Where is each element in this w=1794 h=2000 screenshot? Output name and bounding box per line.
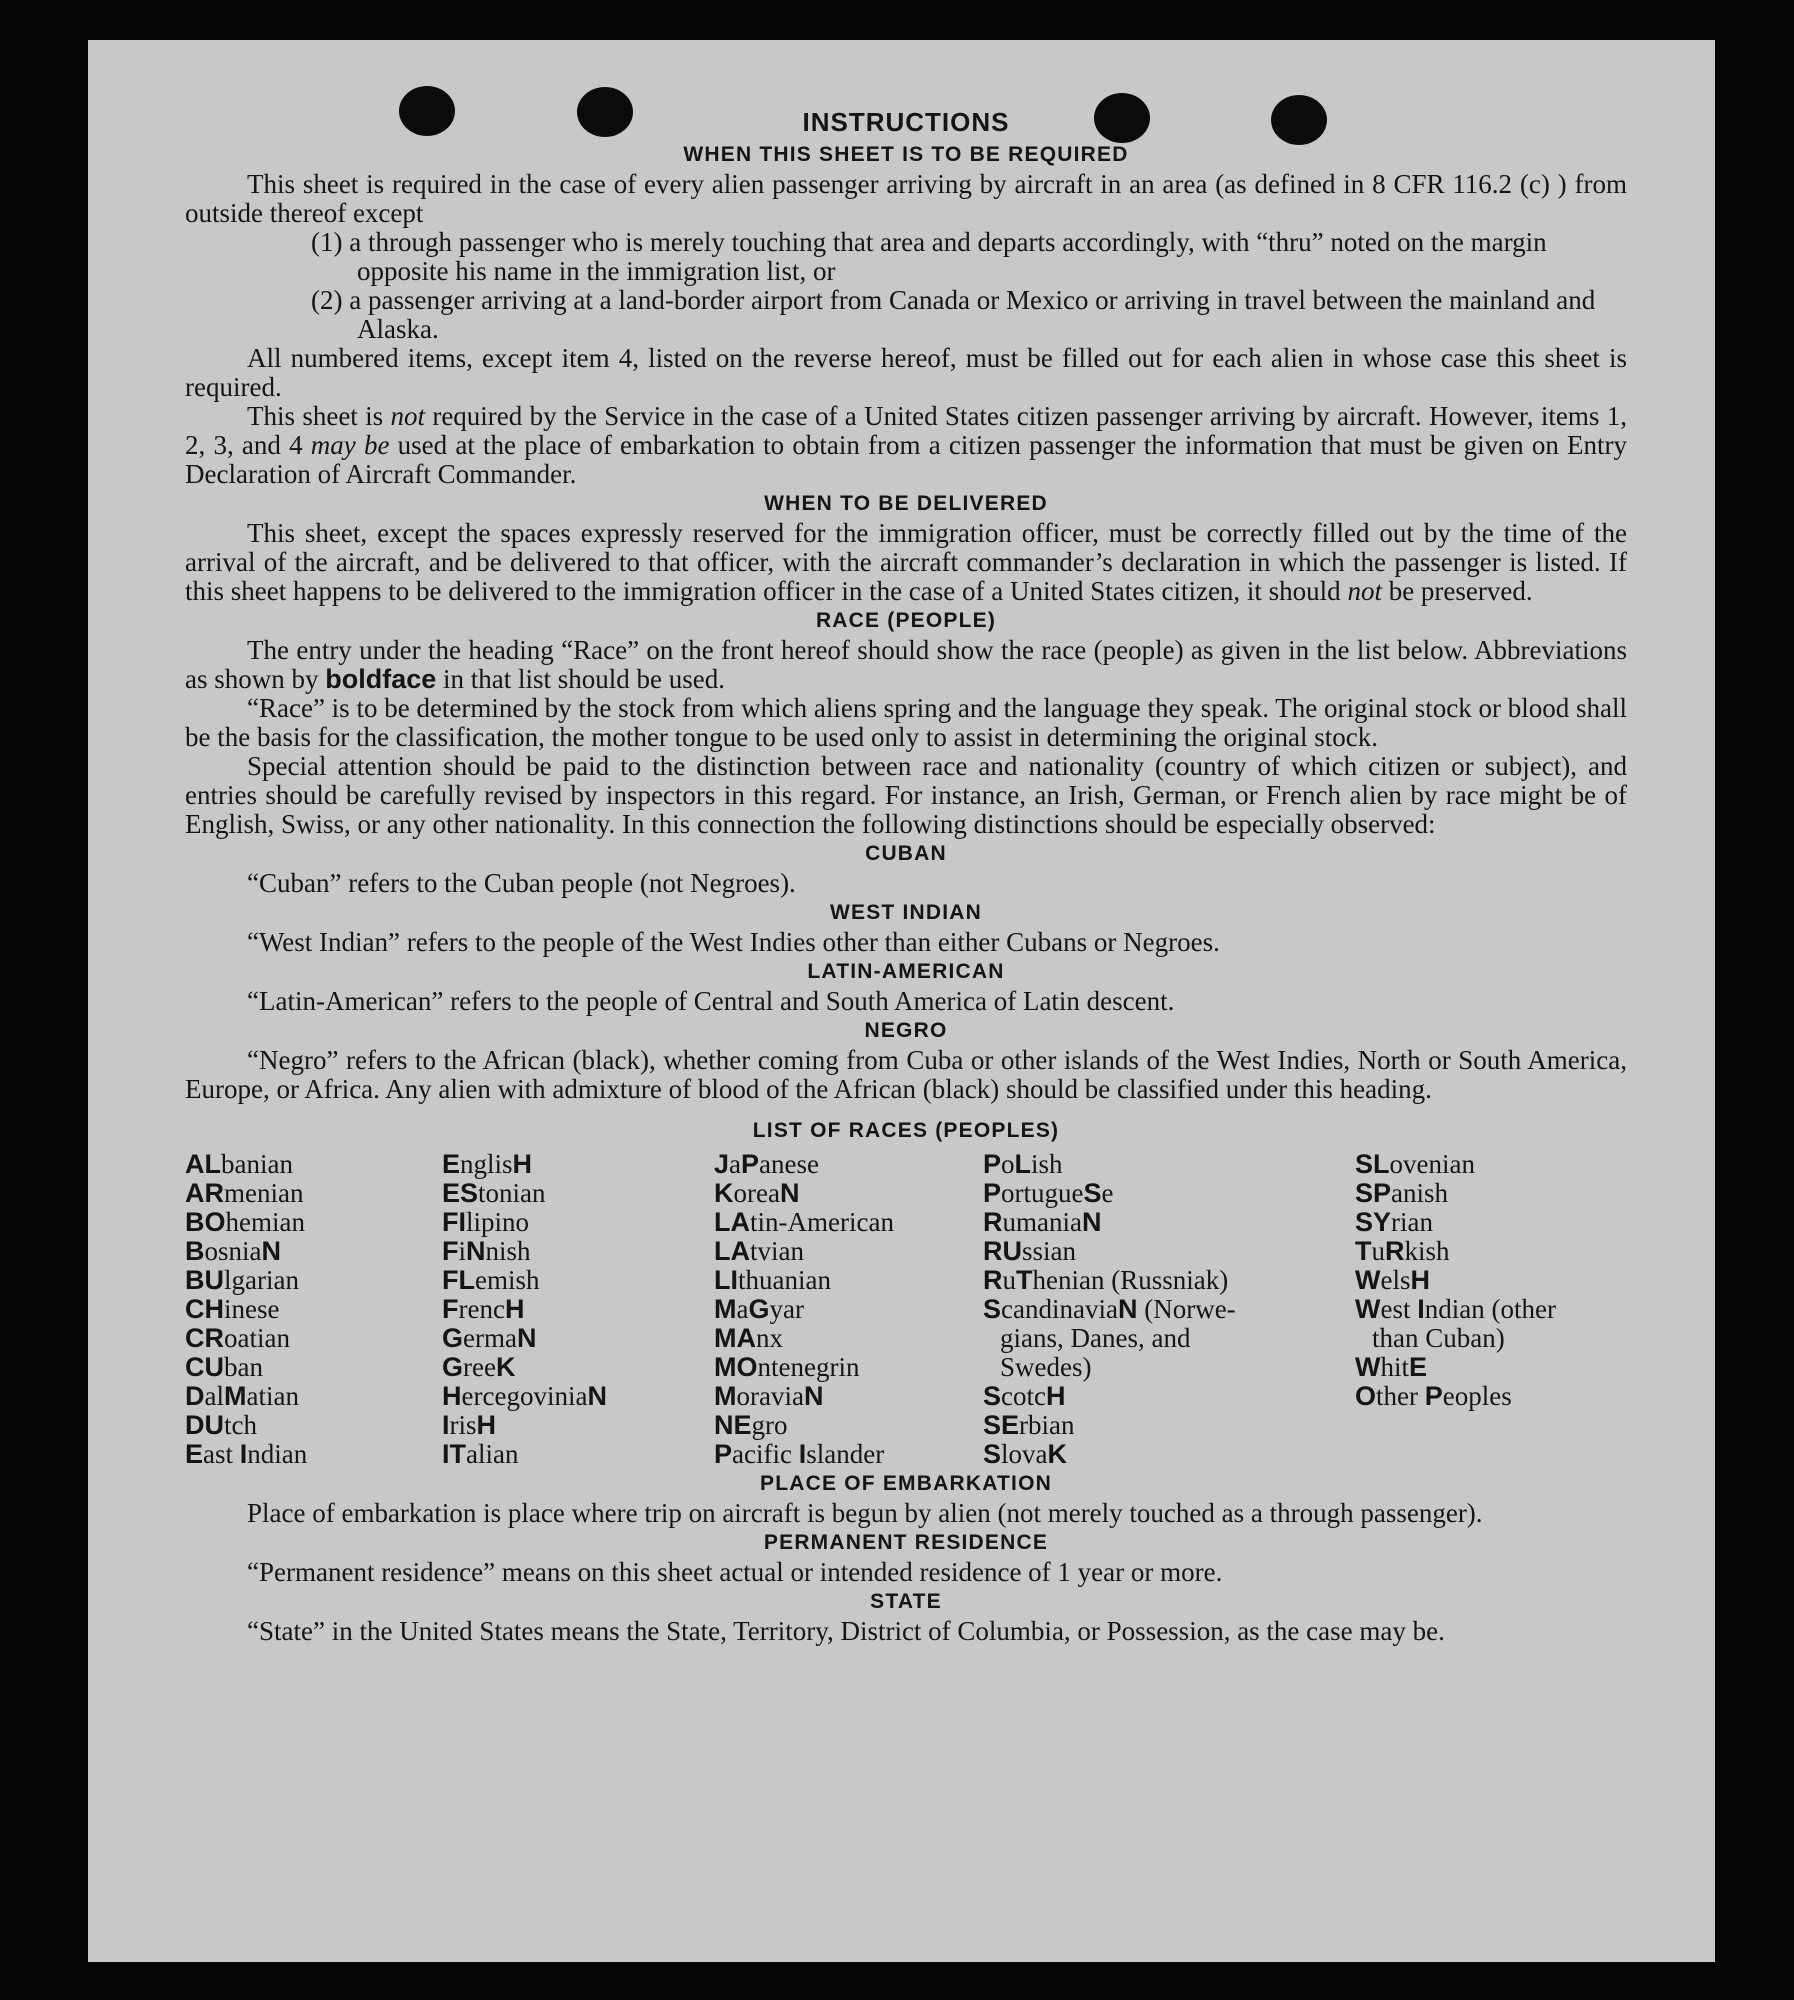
paragraph: This sheet is required in the case of every alien passenger arriving by aircraft in an area (as defined in 8 CFR 116.2 (c) ) from outside thereof except: [185, 169, 1627, 228]
paragraph: Place of embarkation is place where trip on aircraft is begun by alien (not merely touched as a through passenger).: [247, 1498, 1483, 1528]
race-entry: CHinese: [185, 1294, 280, 1324]
race-entry: FiNnish: [442, 1236, 531, 1266]
race-entry: BUlgarian: [185, 1265, 299, 1295]
race-column: [983, 1150, 1355, 1469]
paragraph: [185, 636, 1627, 694]
italic-text: not: [390, 401, 425, 431]
race-entry: BOhemian: [185, 1207, 305, 1237]
races-list: [185, 1150, 1627, 1469]
race-entry: GermaN: [442, 1323, 537, 1353]
list-item: (1) a through passenger who is merely touching that area and departs accordingly, with “thru” noted on the margin opposite his name in the immigration list, or: [311, 227, 1547, 286]
italic-text: not: [1347, 576, 1382, 606]
race-column: [442, 1150, 714, 1469]
paragraph: [185, 402, 1627, 489]
race-entry: LAtvian: [714, 1236, 804, 1266]
race-entry: DalMatian: [185, 1381, 299, 1411]
race-column: [1355, 1150, 1627, 1469]
race-entry: RUssian: [983, 1236, 1076, 1266]
race-entry: EnglisH: [442, 1149, 533, 1179]
text-span: required by the Service in the case of a United States citizen passenger arriving by aircraft. However, items 1, 2, 3, and 4: [185, 401, 1627, 460]
race-entry: MAnx: [714, 1323, 783, 1353]
text-span: This sheet is: [247, 401, 391, 431]
paragraph: “Latin-American” refers to the people of Central and South America of Latin descent.: [247, 986, 1175, 1016]
race-entry: LIthuanian: [714, 1265, 831, 1295]
paragraph: Special attention should be paid to the distinction between race and nationality (country of which citizen or subject), and entries should be carefully revised by inspectors in this regard. For instance, an Irish, German, or French alien by race might be of English, Swiss, or any other nationality. In this connection the following distinctions should be especially observed:: [185, 751, 1627, 839]
italic-text: may be: [310, 430, 390, 460]
race-entry: East Indian: [185, 1439, 308, 1469]
race-entry: PortugueSe: [983, 1178, 1114, 1208]
race-entry: CUban: [185, 1352, 263, 1382]
race-entry: SYrian: [1355, 1207, 1434, 1237]
race-entry: GreeK: [442, 1352, 516, 1382]
section-heading-west-indian: WEST INDIAN: [829, 901, 983, 924]
paragraph: “West Indian” refers to the people of the West Indies other than either Cubans or Negroes.: [247, 927, 1220, 957]
text-span: used at the place of embarkation to obtain from a citizen passenger the information that must be given on Entry Declaration of Aircraft Commander.: [185, 430, 1628, 489]
race-entry: West Indian (other: [1355, 1294, 1556, 1324]
race-entry: WelsH: [1355, 1265, 1430, 1295]
race-entry: RuThenian (Russniak): [983, 1265, 1229, 1295]
section-heading-embarkation: PLACE OF EMBARKATION: [760, 1472, 1052, 1495]
section-heading-cuban: CUBAN: [865, 842, 947, 865]
race-entry: HercegoviniaN: [442, 1381, 607, 1411]
race-entry: SlovaK: [983, 1439, 1068, 1469]
race-entry: ScotcH: [983, 1381, 1066, 1411]
race-entry: than Cuban): [1372, 1323, 1505, 1353]
list-item: (2) a passenger arriving at a land-border airport from Canada or Mexico or arriving in travel between the mainland and Alaska.: [311, 285, 1596, 344]
section-heading-races-list: LIST OF RACES (PEOPLES): [752, 1119, 1060, 1142]
race-entry: DUtch: [185, 1410, 257, 1440]
race-entry: Pacific Islander: [714, 1439, 885, 1469]
race-entry: PoLish: [983, 1149, 1063, 1179]
document-body: [185, 104, 1627, 1646]
race-entry: FIlipino: [442, 1207, 530, 1237]
text-span: This sheet, except the spaces expressly reserved for the immigration officer, must be correctly filled out by the time of the arrival of the aircraft, and be delivered to that officer, with the aircraft commander’s declaration in which the passenger is listed. If this sheet happens to be delivered to the immigration officer in the case of a United States citizen, it should: [185, 518, 1627, 606]
paragraph: “State” in the United States means the State, Territory, District of Columbia, or Possession, as the case may be.: [247, 1616, 1445, 1646]
race-entry: MOntenegrin: [714, 1352, 860, 1382]
race-entry: WhitE: [1355, 1352, 1428, 1382]
race-entry: SLovenian: [1355, 1149, 1475, 1179]
race-entry: LAtin-American: [714, 1207, 894, 1237]
race-entry: EStonian: [442, 1178, 546, 1208]
race-entry: CRoatian: [185, 1323, 290, 1353]
race-entry: ScandinaviaN (Norwe-: [983, 1294, 1236, 1324]
section-heading-race: RACE (PEOPLE): [815, 609, 997, 632]
text-span: in that list should be used.: [436, 664, 726, 694]
paragraph: “Race” is to be determined by the stock from which aliens spring and the language they speak. The original stock or blood shall be the basis for the classification, the mother tongue to be used only to assist in determining the original stock.: [185, 693, 1627, 752]
section-heading-required: WHEN THIS SHEET IS TO BE REQUIRED: [683, 143, 1129, 166]
section-heading-residence: PERMANENT RESIDENCE: [763, 1531, 1049, 1554]
race-entry: RumaniaN: [983, 1207, 1102, 1237]
race-entry: ITalian: [442, 1439, 519, 1469]
race-entry: SPanish: [1355, 1178, 1449, 1208]
race-column: [714, 1150, 983, 1469]
race-entry: NEgro: [714, 1410, 788, 1440]
race-entry: FrencH: [442, 1294, 525, 1324]
section-heading-state: STATE: [870, 1590, 942, 1613]
paragraph: “Permanent residence” means on this sheet actual or intended residence of 1 year or more.: [247, 1557, 1223, 1587]
race-entry: Swedes): [1000, 1352, 1092, 1382]
paragraph: “Negro” refers to the African (black), whether coming from Cuba or other islands of the West Indies, North or South America, Europe, or Africa. Any alien with admixture of blood of the African (black) should be classified under this heading.: [185, 1045, 1627, 1104]
paragraph: “Cuban” refers to the Cuban people (not Negroes).: [247, 868, 796, 898]
text-span: be preserved.: [1381, 576, 1533, 606]
race-entry: ARmenian: [185, 1178, 304, 1208]
paragraph: All numbered items, except item 4, listed on the reverse hereof, must be filled out for each alien in whose case this sheet is required.: [185, 343, 1627, 402]
document-sheet: [88, 40, 1715, 1962]
section-heading-negro: NEGRO: [864, 1019, 948, 1042]
section-heading-latin-american: LATIN-AMERICAN: [807, 960, 1005, 983]
section-heading-delivered: WHEN TO BE DELIVERED: [764, 492, 1048, 515]
race-entry: BosniaN: [185, 1236, 281, 1266]
paragraph: [185, 519, 1627, 606]
race-entry: ALbanian: [185, 1149, 293, 1179]
race-entry: gians, Danes, and: [1000, 1323, 1191, 1353]
race-entry: SErbian: [983, 1410, 1075, 1440]
text-span: The entry under the heading “Race” on the front hereof should show the race (people) as given in the list below. Abbreviations as shown by: [185, 635, 1627, 694]
race-entry: KoreaN: [714, 1178, 800, 1208]
race-entry: FLemish: [442, 1265, 540, 1295]
race-entry: MoraviaN: [714, 1381, 824, 1411]
race-entry: IrisH: [442, 1410, 497, 1440]
race-entry: Other Peoples: [1355, 1381, 1512, 1411]
race-entry: MaGyar: [714, 1294, 804, 1324]
race-entry: JaPanese: [714, 1149, 819, 1179]
race-entry: TuRkish: [1355, 1236, 1450, 1266]
bold-text: boldface: [325, 664, 437, 694]
page-title: INSTRUCTIONS: [802, 107, 1010, 137]
race-column: [185, 1150, 442, 1469]
